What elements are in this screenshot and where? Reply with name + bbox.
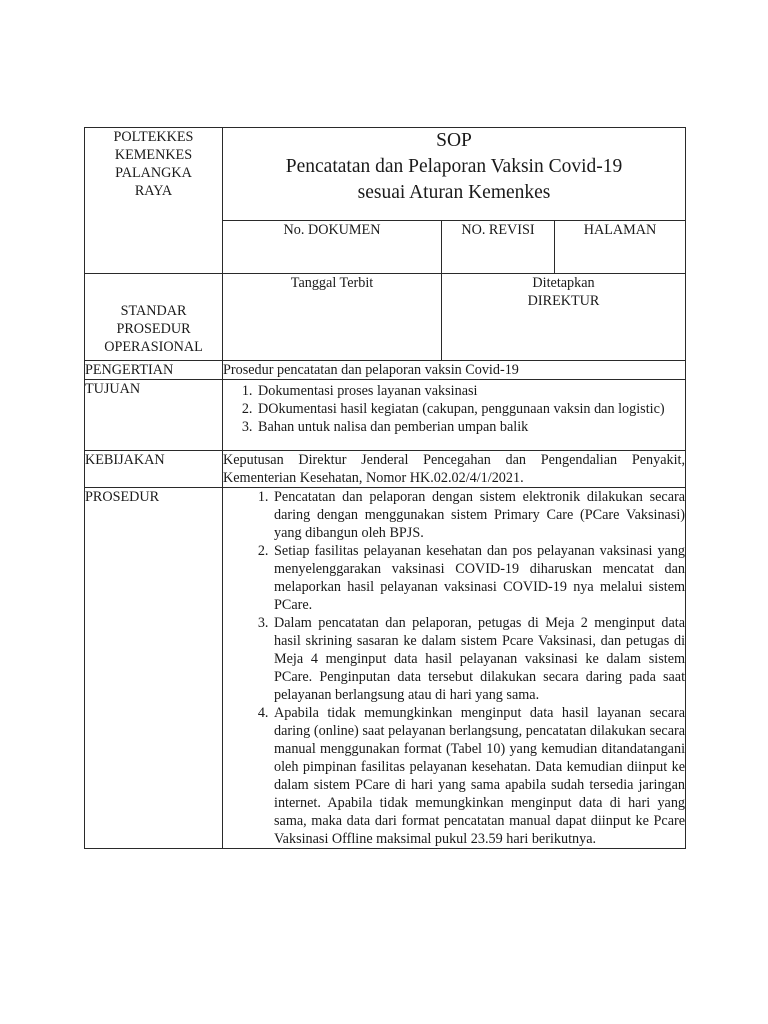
- title-line: SOP: [436, 130, 472, 151]
- institution-line: POLTEKKES: [113, 129, 194, 145]
- header-row-title: [85, 128, 686, 221]
- standard-line: OPERASIONAL: [104, 339, 203, 355]
- institution-line: KEMENKES: [114, 147, 193, 163]
- no-dokumen-label: No. DOKUMEN: [223, 221, 442, 274]
- tujuan-list: [223, 380, 685, 450]
- prosedur-label: PROSEDUR: [85, 488, 223, 849]
- halaman-label: HALAMAN: [555, 221, 686, 274]
- standard-line: PROSEDUR: [116, 321, 191, 337]
- direktur-label: DIREKTUR: [527, 293, 600, 309]
- ditetapkan-label: Ditetapkan: [532, 275, 595, 291]
- pengertian-text: Prosedur pencatatan dan pelaporan vaksin Covid-19: [223, 361, 686, 380]
- list-item: 2. Setiap fasilitas pelayanan kesehatan dan pos pelayanan vaksinasi yang menyelenggarakan vaksinasi COVID-19 diharuskan mencatat dan melaporkan hasil pelayanan vaksinasi COVID-19 nya melalui sistem PCare.: [272, 542, 685, 614]
- institution-line: PALANGKA: [115, 165, 192, 181]
- row-tujuan: [85, 380, 686, 451]
- header-row-approval: [85, 274, 686, 361]
- row-pengertian: [85, 361, 686, 380]
- row-prosedur: [85, 488, 686, 849]
- tujuan-label: TUJUAN: [85, 380, 223, 451]
- list-item: 2. DOkumentasi hasil kegiatan (cakupan, penggunaan vaksin dan logistic): [256, 400, 685, 418]
- tanggal-terbit-label: Tanggal Terbit: [223, 274, 442, 361]
- pengertian-label: PENGERTIAN: [85, 361, 223, 380]
- list-item: 1. Pencatatan dan pelaporan dengan sistem elektronik dilakukan secara daring dengan menggunakan sistem Primary Care (PCare Vaksinasi) yang dibangun oleh BPJS.: [272, 488, 685, 542]
- sop-table: [84, 127, 686, 849]
- standard-cell: [85, 274, 223, 361]
- ditetapkan-cell: [442, 274, 686, 361]
- standard-line: STANDAR: [120, 303, 187, 319]
- list-item: 4. Apabila tidak memungkinkan menginput data hasil layanan secara daring (online) saat pelayanan berlangsung, pencatatan dilakukan secara manual menggunakan format (Tabel 10) yang kemudian ditandatangani oleh pimpinan fasilitas pelayanan kesehatan. Data kemudian diinput ke dalam sistem PCare di hari yang sama apabila sudah tersedia jaringan internet. Apabila tidak memungkinkan menginput data di hari yang sama, maka data dari format pencatatan manual dapat diinput ke Pcare Vaksinasi Offline maksimal pukul 23.59 hari berikutnya.: [272, 704, 685, 848]
- kebijakan-text: Keputusan Direktur Jenderal Pencegahan dan Pengendalian Penyakit, Kementerian Kesehatan, Nomor HK.02.02/4/1/2021.: [223, 452, 686, 486]
- document-title: [223, 128, 686, 221]
- row-kebijakan: [85, 451, 686, 488]
- list-item: 1. Dokumentasi proses layanan vaksinasi: [256, 382, 685, 400]
- title-line: Pencatatan dan Pelaporan Vaksin Covid-19: [285, 156, 623, 177]
- institution-cell: [85, 128, 223, 274]
- institution-line: RAYA: [134, 183, 173, 199]
- tujuan-content: [223, 380, 686, 451]
- title-line: sesuai Aturan Kemenkes: [357, 182, 551, 203]
- list-item: 3. Dalam pencatatan dan pelaporan, petugas di Meja 2 menginput data hasil skrining sasaran ke dalam sistem Pcare Vaksinasi, dan petugas di Meja 4 menginput data hasil pelayanan vaksinasi ke dalam sistem PCare. Penginputan data tersebut dilakukan secara daring pada saat pelayanan berlangsung atau di hari yang sama.: [272, 614, 685, 704]
- no-revisi-label: NO. REVISI: [442, 221, 555, 274]
- list-item: 3. Bahan untuk nalisa dan pemberian umpan balik: [256, 418, 685, 436]
- prosedur-content: [223, 488, 686, 849]
- prosedur-list: [223, 488, 685, 848]
- kebijakan-label: KEBIJAKAN: [85, 451, 223, 488]
